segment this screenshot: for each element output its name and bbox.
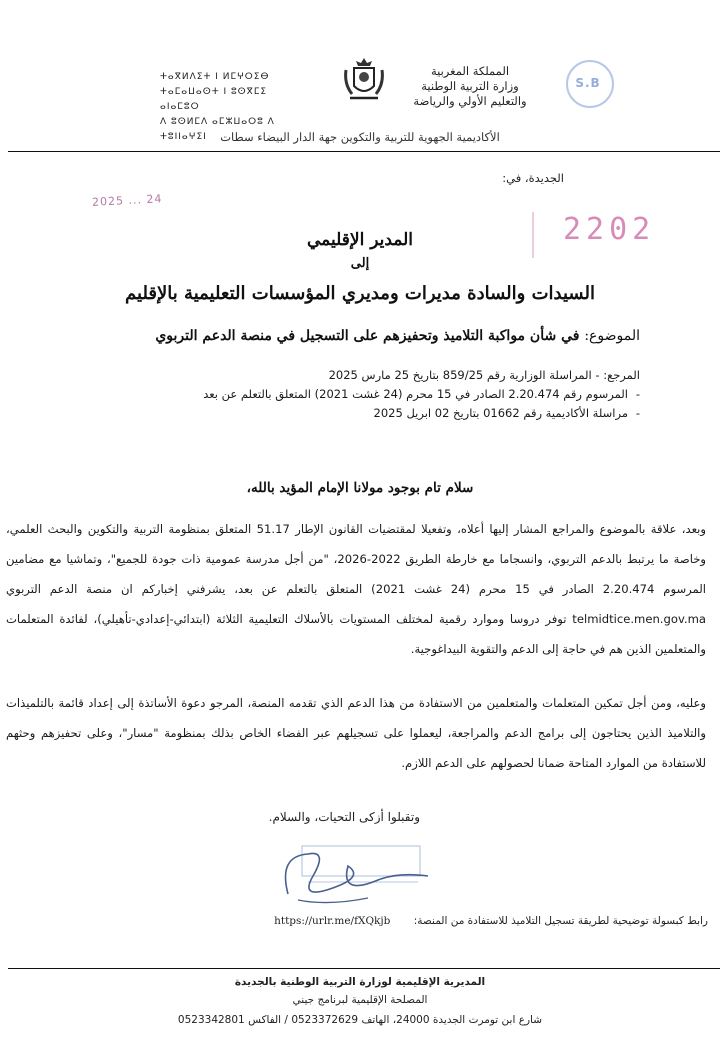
body-paragraph-1: وبعد، علاقة بالموضوع والمراجع المشار إليها أعلاه، وتفعيلا لمقتضيات القانون الإطار 51.17 المتعلق بمنظومة التربية والتكوين والبحث العلمي، وخاصة ما يرتبط بالدعم التربوي، وانسجاما مع خارطة الطريق 2022-2026، "من أجل مدرسة عمومية ذات جودة للجميع"، وتماشيا مع مضامين المرسوم 2.20.474 الصادر في 15 محرم (24 غشت 2021) المتعلق بالتعلم عن بعد، يشرفني إخباركم ان منصة الدعم التربوي telmidtice.men.gov.ma توفر دروسا وموارد رقمية لمختلف المستويات بالأسلاك التعليمية الثلاثة (ابتدائي-إعدادي-تأهيلي)، لفائدة المتعلمات والمتعلمين الذين هم في حاجة إلى الدعم والتقوية البيداغوجية. [6, 522, 707, 656]
sender-title: المدير الإقليمي [307, 230, 413, 250]
ministry-line-3: والتعليم الأولي والرياضة [413, 94, 527, 108]
footer-line-2: المصلحة الإقليمية لبرنامج جيني [292, 994, 428, 1006]
references-block [80, 368, 640, 425]
ministry-line-1: المملكة المغربية [430, 64, 510, 78]
to-word: إلى [350, 256, 370, 271]
capsule-link-row [8, 915, 708, 927]
reference-item: - مراسلة الأكاديمية رقم 01662 بتاريخ 02 ابريل 2025 [80, 406, 640, 420]
capsule-link-label: رابط كبسولة توضيحية لطريقة تسجيل التلاميذ للاستفادة من المنصة: [413, 915, 708, 927]
ministry-arabic-header [370, 64, 570, 109]
tifinagh-line-1: ⵜⴰⴳⵍⴷⵉⵜ ⵏ ⵍⵎⵖⵔⵉⴱ [160, 72, 270, 82]
body-paragraph-2: وعليه، ومن أجل تمكين المتعلمات والمتعلمين من الاستفادة من هذا الدعم الذي تقدمه المنصة، المرجو دعوة الأساتذة إلى إعداد قائمة بالتلميذات والتلاميذ الذين يحتاجون إلى برامج الدعم والمراجعة، ليعملوا على تسجيلهم عبر الفضاء الخاص بذلك بمنظومة "مسار"، وعلى تحفيزهم وحثهم للاستفادة من الموارد المتاحة ضمانا لحصولهم على الدعم اللازم. [6, 696, 706, 770]
closing-line: وتقبلوا أزكى التحيات، والسلام. [268, 810, 420, 824]
subject-line [155, 328, 640, 344]
capsule-link-url[interactable]: https://urlr.me/fXQkjb [274, 915, 391, 927]
recipient-title: السيدات والسادة مديرات ومديري المؤسسات التعليمية بالإقليم [125, 283, 595, 304]
footer-divider [8, 968, 720, 969]
footer-line-3: شارع ابن تومرت الجديدة 24000، الهاتف 0523372629 / الفاكس 0523342801 [177, 1014, 543, 1026]
subject-label: الموضوع: [584, 328, 640, 344]
royal-emblem-icon [342, 56, 386, 104]
header-divider [8, 151, 720, 152]
tifinagh-line-3: ⴷ ⵓⵙⵍⵎⴷ ⴰⵎⵣⵡⴰⵔⵓ ⴷ ⵜⵓⵏⵏⴰⵖⵉⵏ [160, 117, 275, 142]
reference-item: - المرسوم رقم 2.20.474 الصادر في 15 محرم (24 غشت 2021) المتعلق بالتعلم عن بعد [80, 387, 640, 401]
references-label: المرجع: [603, 368, 640, 382]
signature-stamp-icon [268, 836, 458, 908]
greeting: سلام تام بوجود مولانا الإمام المؤيد بالله، [246, 480, 474, 496]
city-date-line: الجديدة، في: [502, 171, 564, 185]
academy-name: الأكاديمية الجهوية للتربية والتكوين جهة الدار البيضاء سطات [220, 130, 500, 144]
subject-text: في شأن مواكبة التلاميذ وتحفيزهم على التسجيل في منصة الدعم التربوي [155, 328, 580, 344]
date-stamp: 2025 ... 24 [91, 192, 163, 209]
ministry-line-2: وزارة التربية الوطنية [421, 79, 519, 93]
received-stamp-text: S.B [575, 76, 601, 90]
tifinagh-line-2: ⵜⴰⵎⴰⵡⴰⵙⵜ ⵏ ⵓⵙⴳⵎⵉ ⴰⵏⴰⵎⵓⵔ [160, 87, 268, 112]
reference-item: المرجع: - المراسلة الوزارية رقم 859/25 بتاريخ 25 مارس 2025 [328, 368, 640, 382]
registration-number-stamp: 2202 [563, 212, 656, 247]
footer-line-1: المديرية الإقليمية لوزارة التربية الوطنية بالجديدة [234, 976, 486, 988]
